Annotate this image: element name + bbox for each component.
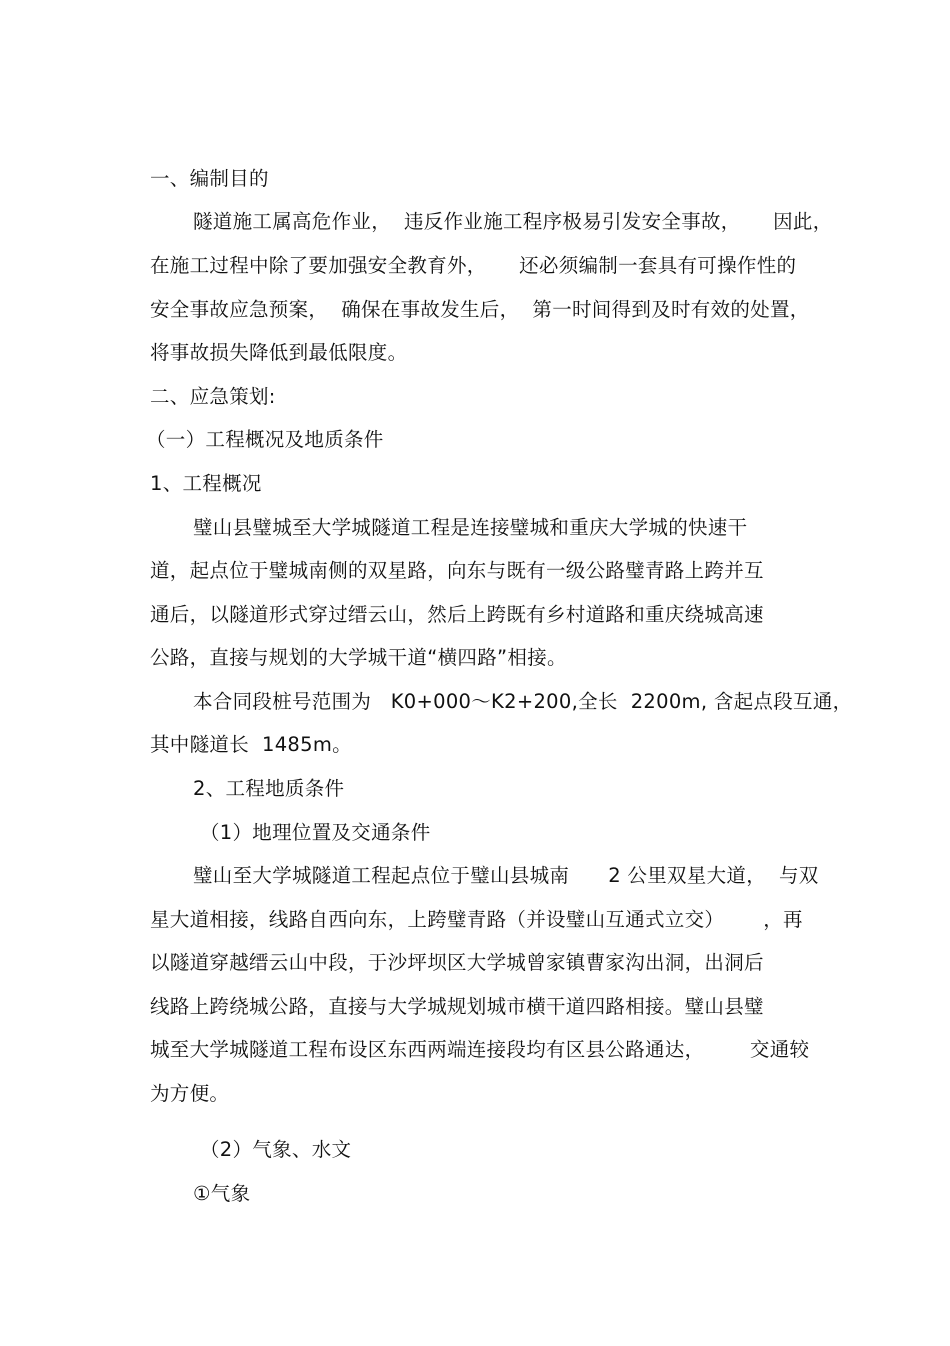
subsection-heading: ①气象 [193, 1182, 251, 1205]
section-heading-1: 一、编制目的 [150, 167, 269, 190]
paragraph-line: 星大道相接，线路自西向东，上跨璧青路（并设璧山互通式立交） ，再 [150, 908, 803, 931]
paragraph-line: 璧山县璧城至大学城隧道工程是连接璧城和重庆大学城的快速干 [193, 516, 748, 539]
subsection-heading: 1、工程概况 [150, 472, 262, 495]
paragraph-line: 道，起点位于璧城南侧的双星路，向东与既有一级公路璧青路上跨并互 [150, 559, 764, 582]
paragraph-line: 安全事故应急预案， 确保在事故发生后， 第一时间得到及时有效的处置， [150, 298, 810, 321]
paragraph-line: 在施工过程中除了要加强安全教育外， 还必须编制一套具有可操作性的 [150, 254, 797, 277]
subsection-heading: （一）工程概况及地质条件 [146, 428, 384, 451]
paragraph-line: 其中隧道长 1485m。 [150, 733, 352, 756]
subsection-heading: 2、工程地质条件 [193, 777, 345, 800]
paragraph-line: 璧山至大学城隧道工程起点位于璧山县城南 2 公里双星大道， 与双 [193, 864, 819, 887]
paragraph-line: 公路，直接与规划的大学城干道“横四路”相接。 [150, 646, 567, 669]
paragraph-line: 为方便。 [150, 1082, 230, 1105]
paragraph-line: 隧道施工属高危作业， 违反作业施工程序极易引发安全事故， 因此， [193, 210, 833, 233]
paragraph-line: 城至大学城隧道工程布设区东西两端连接段均有区县公路通达， 交通较 [150, 1038, 810, 1061]
paragraph-line: 本合同段桩号范围为 K0+000～K2+200,全长 2200m, 含起点段互通， [193, 690, 853, 713]
subsection-heading: （1）地理位置及交通条件 [200, 821, 431, 844]
paragraph-line: 以隧道穿越缙云山中段，于沙坪坝区大学城曾家镇曹家沟出洞，出洞后 [150, 951, 764, 974]
paragraph-line: 将事故损失降低到最低限度。 [150, 341, 408, 364]
section-heading-2: 二、应急策划: [150, 385, 276, 408]
paragraph-line: 线路上跨绕城公路，直接与大学城规划城市横干道四路相接。璧山县璧 [150, 995, 764, 1018]
subsection-heading: （2）气象、水文 [200, 1138, 352, 1161]
paragraph-line: 通后，以隧道形式穿过缙云山，然后上跨既有乡村道路和重庆绕城高速 [150, 603, 764, 626]
